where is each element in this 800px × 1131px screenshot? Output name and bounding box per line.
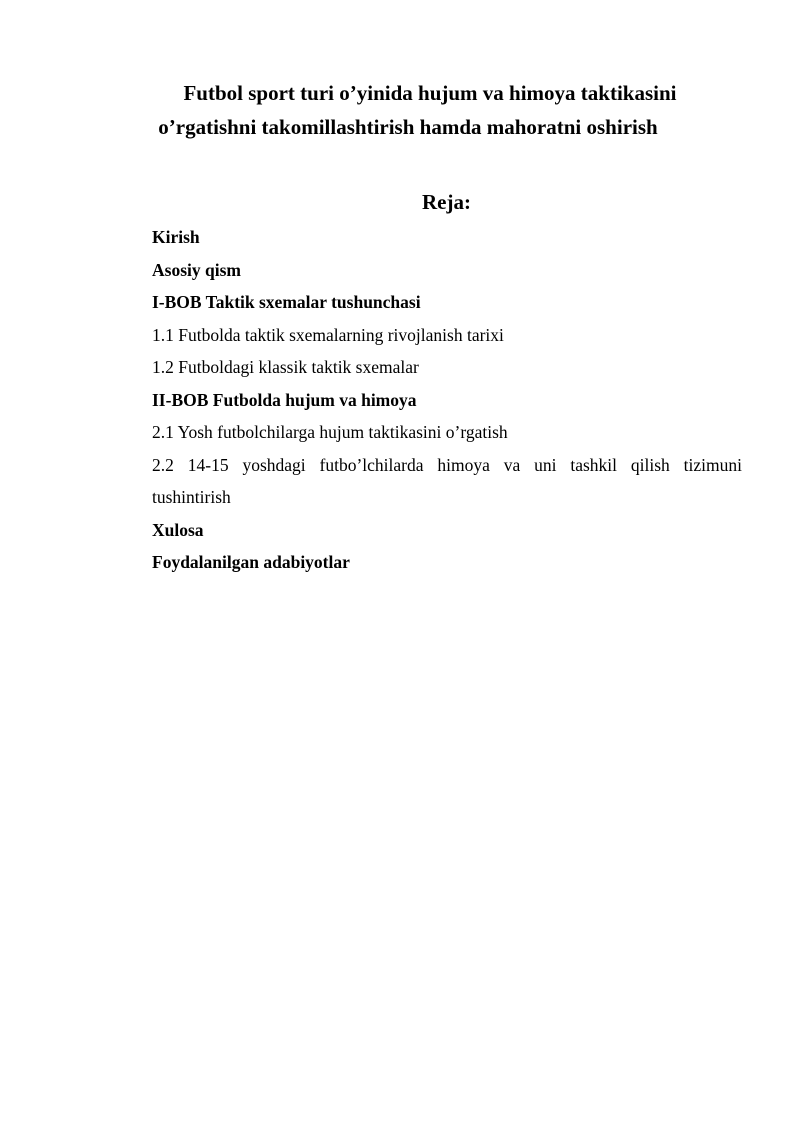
plan-heading: Reja:: [422, 190, 471, 214]
toc-item-chapter-1: I-BOB Taktik sxemalar tushunchasi: [152, 292, 421, 312]
toc-item-main-part: Asosiy qism: [152, 259, 241, 280]
document-title-line-2: o’rgatishni takomillashtirish hamda mahoratni oshirish: [158, 115, 658, 139]
toc-item-section-2-2-continuation: tushintirish: [152, 487, 231, 507]
table-of-contents: [152, 221, 742, 579]
toc-item-references: Foydalanilgan adabiyotlar: [152, 552, 350, 572]
toc-item-conclusion: Xulosa: [152, 519, 204, 540]
toc-item-chapter-2: II-BOB Futbolda hujum va himoya: [152, 389, 417, 410]
toc-item-introduction: Kirish: [152, 227, 200, 247]
document-title-line-1: Futbol sport turi o’yinida hujum va himoya taktikasini: [183, 81, 677, 105]
toc-item-section-2-1: 2.1 Yosh futbolchilarga hujum taktikasini o’rgatish: [152, 422, 508, 442]
toc-item-section-2-2: 2.2 14-15 yoshdagi futbo’lchilarda himoya va uni tashkil qilish tizimuni: [152, 454, 742, 475]
toc-item-section-1-1: 1.1 Futbolda taktik sxemalarning rivojlanish tarixi: [152, 324, 504, 345]
toc-item-section-1-2: 1.2 Futboldagi klassik taktik sxemalar: [152, 357, 419, 377]
